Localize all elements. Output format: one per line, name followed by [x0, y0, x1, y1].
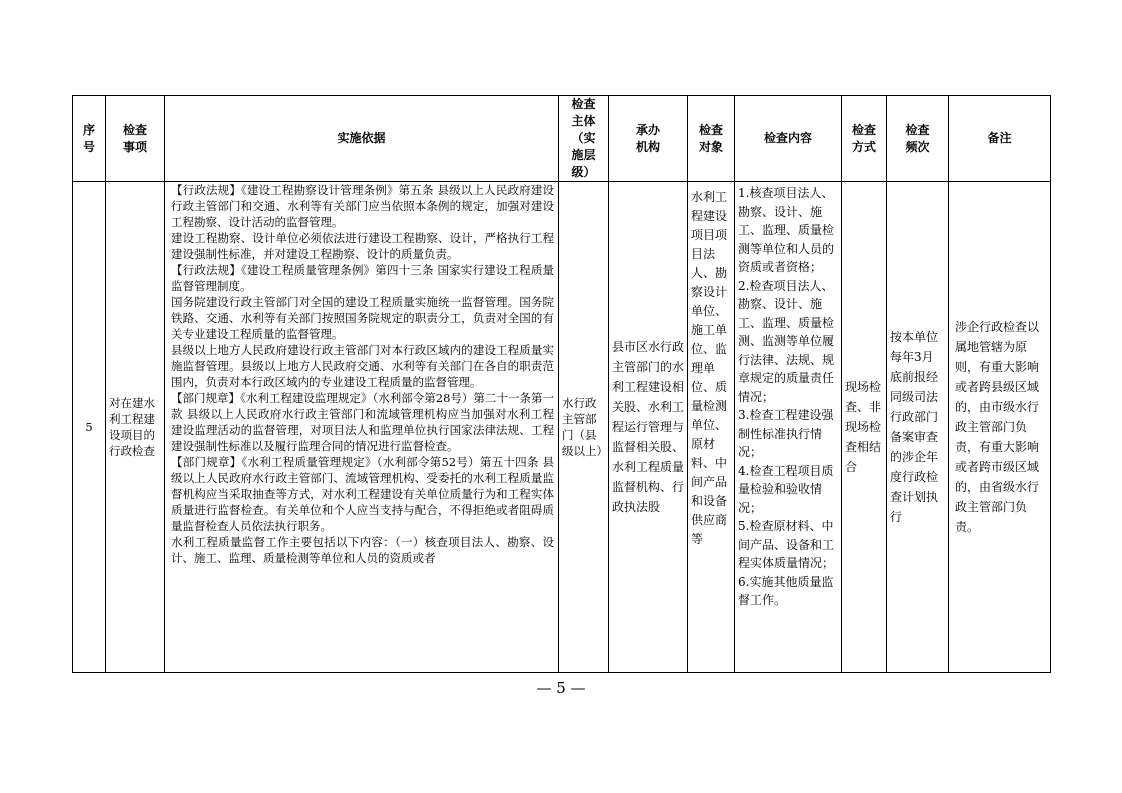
basis-paragraph: 【部门规章】《水利工程建设监理规定》（水利部令第28号）第二十一条第一款 县级以上人民政府水行政主管部门和流域管理机构应当加强对水利工程建设监理活动的监督管理，对项目法人和监理单位执行国家法律法规、工程建设强制性标准以及履行监理合同的情况进行监督检查。 [171, 391, 554, 453]
content-item: 3.检查工程建设强制性标准执行情况； [738, 408, 834, 459]
row-basis [165, 182, 559, 673]
basis-paragraph: 【行政法规】《建设工程质量管理条例》第四十三条 国家实行建设工程质量监督管理制度。 [171, 263, 554, 293]
row-method: 现场检查、非现场检查相结合 [842, 182, 887, 673]
header-subject: 检查主体（实施层级） [559, 96, 609, 182]
row-content [735, 182, 842, 673]
basis-paragraph: 县级以上地方人民政府建设行政主管部门对本行政区域内的建设工程质量实施监督管理。县级以上地方人民政府交通、水利等有关部门在各自的职责范围内，负责对本行政区域内的专业建设工程质量的监督管理。 [171, 343, 554, 389]
content-item: 5.检查原材料、中间产品、设备和工程实体质量情况； [738, 519, 835, 570]
header-seq: 序号 [73, 96, 106, 182]
header-org: 承办机构 [609, 96, 688, 182]
inspection-table [72, 95, 1051, 673]
header-target: 检查对象 [688, 96, 735, 182]
content-item: 6.实施其他质量监督工作。 [738, 574, 834, 607]
header-row [73, 96, 1051, 182]
row-item: 对在建水利工程建设项目的行政检查 [106, 182, 165, 673]
table-row [73, 182, 1051, 673]
basis-paragraph: 国务院建设行政主管部门对全国的建设工程质量实施统一监督管理。国务院铁路、交通、水利等有关部门按照国务院规定的职责分工，负责对全国的有关专业建设工程质量的监督管理。 [171, 295, 554, 341]
row-subject: 水行政主管部门（县级以上） [559, 182, 609, 673]
basis-paragraph: 【部门规章】《水利工程质量管理规定》（水利部令第52号）第五十四条 县级以上人民政府水行政主管部门、流域管理机构、受委托的水利工程质量监督机构应当采取抽查等方式，对水利工程建设有关单位质量行为和工程实体质量进行监督检查。有关单位和个人应当支持与配合，不得拒绝或者阻碍质量监督检查人员依法执行职务。 [171, 455, 554, 533]
content-item: 4.检查工程项目质量检验和验收情况； [738, 463, 834, 515]
row-org: 县市区水行政主管部门的水利工程建设相关股、水利工程运行管理与监督相关股、水利工程质量监督机构、行政执法股 [609, 182, 688, 673]
basis-paragraph: 水利工程质量监督工作主要包括以下内容：（一）核查项目法人、勘察、设计、施工、监理、质量检测等单位和人员的资质或者 [171, 535, 554, 565]
row-frequency: 按本单位每年3月底前报经同级司法行政部门备案审查的涉企年度行政检查计划执行 [887, 182, 949, 673]
row-target: 水利工程建设项目项目法人、勘察设计单位、施工单位、监理单位、质量检测单位、原材料、中间产品和设备供应商等 [688, 182, 735, 673]
basis-paragraph: 【行政法规】《建设工程勘察设计管理条例》第五条 县级以上人民政府建设行政主管部门和交通、水利等有关部门应当依照本条例的规定，加强对建设工程勘察、设计活动的监督管理。 [171, 183, 554, 229]
header-content: 检查内容 [735, 96, 842, 182]
header-method: 检查方式 [842, 96, 887, 182]
page-number: — 5 — [536, 679, 586, 697]
header-item: 检查事项 [106, 96, 165, 182]
header-remarks: 备注 [949, 96, 1051, 182]
content-item: 1.核查项目法人、勘察、设计、施工、监理、质量检测等单位和人员的资质或者资格； [738, 186, 835, 274]
content-item: 2.检查项目法人、勘察、设计、施工、监理、质量检测、监测等单位履行法律、法规、规章规定的质量责任情况； [738, 278, 835, 404]
header-frequency: 检查频次 [887, 96, 949, 182]
row-remarks: 涉企行政检查以属地管辖为原则，有重大影响或者跨县级区域的，由市级水行政主管部门负责，有重大影响或者跨市级区域的，由省级水行政主管部门负责。 [949, 182, 1051, 673]
basis-paragraph: 建设工程勘察、设计单位必须依法进行建设工程勘察、设计，严格执行工程建设强制性标准，并对建设工程勘察、设计的质量负责。 [171, 231, 554, 261]
row-seq: 5 [73, 182, 106, 673]
header-basis: 实施依据 [165, 96, 559, 182]
